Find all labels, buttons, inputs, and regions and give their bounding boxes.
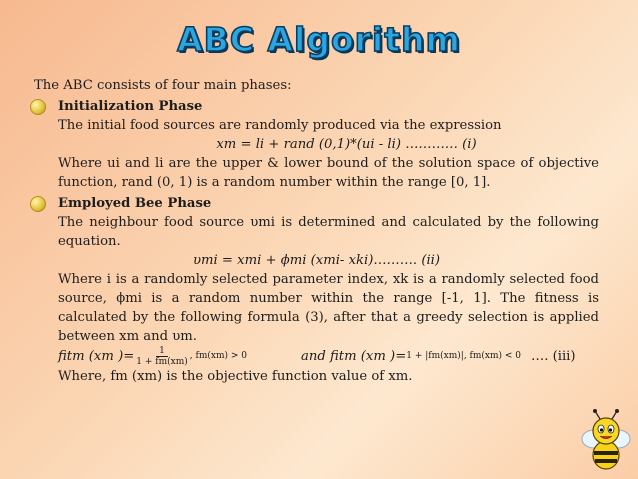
heading-initialization: Initialization Phase bbox=[58, 99, 203, 114]
fitness-right-expression: 1 + |fm(xm)|, fm(xm) < 0 bbox=[406, 351, 522, 361]
employed-equation: υmi = xmi + ϕmi (xmi- xki)………. (ii) bbox=[192, 253, 441, 268]
fitness-left: fitm (xm )= bbox=[58, 349, 135, 364]
fitness-fraction bbox=[136, 346, 188, 367]
slide-title: ABC Algorithm bbox=[177, 20, 461, 59]
employed-line1: The neighbour food source υmi is determined and calculated by the following equation. bbox=[58, 215, 599, 249]
fraction-numerator: 1 bbox=[156, 346, 168, 357]
init-equation: xm = li + rand (0,1)*(ui - li) ………… (i) bbox=[216, 137, 477, 152]
heading-employed: Employed Bee Phase bbox=[58, 196, 212, 211]
objective-function-note: Where, fm (xm) is the objective function value of xm. bbox=[58, 369, 413, 384]
yellow-sphere-bullet-icon bbox=[30, 99, 46, 115]
fitness-condition-1: , fm(xm) > 0 bbox=[189, 351, 247, 361]
fitness-tag: …. (iii) bbox=[531, 349, 576, 364]
bullet-employed bbox=[34, 194, 599, 213]
employed-description: Where i is a randomly selected parameter index, xk is a randomly selected food source, ϕmi is a random number within the range [-1, 1]. The fitness is calculated by the following formula (3), after that a greedy selection is applied between xm and υm. bbox=[58, 272, 599, 344]
init-description: Where ui and li are the upper & lower bound of the solution space of objective function, rand (0, 1) is a random number within the range [0, 1]. bbox=[58, 156, 599, 190]
fitness-mid: and fitm (xm )= bbox=[301, 349, 407, 364]
fitness-formula bbox=[58, 346, 599, 367]
bee-icon bbox=[580, 409, 632, 471]
intro-text: The ABC consists of four main phases: bbox=[34, 78, 292, 93]
slide-body bbox=[34, 76, 599, 386]
yellow-sphere-bullet-icon bbox=[30, 196, 46, 212]
bullet-initialization bbox=[34, 97, 599, 116]
init-line1: The initial food sources are randomly produced via the expression bbox=[58, 118, 502, 133]
fraction-denominator: 1 + fm(xm) bbox=[136, 357, 188, 367]
